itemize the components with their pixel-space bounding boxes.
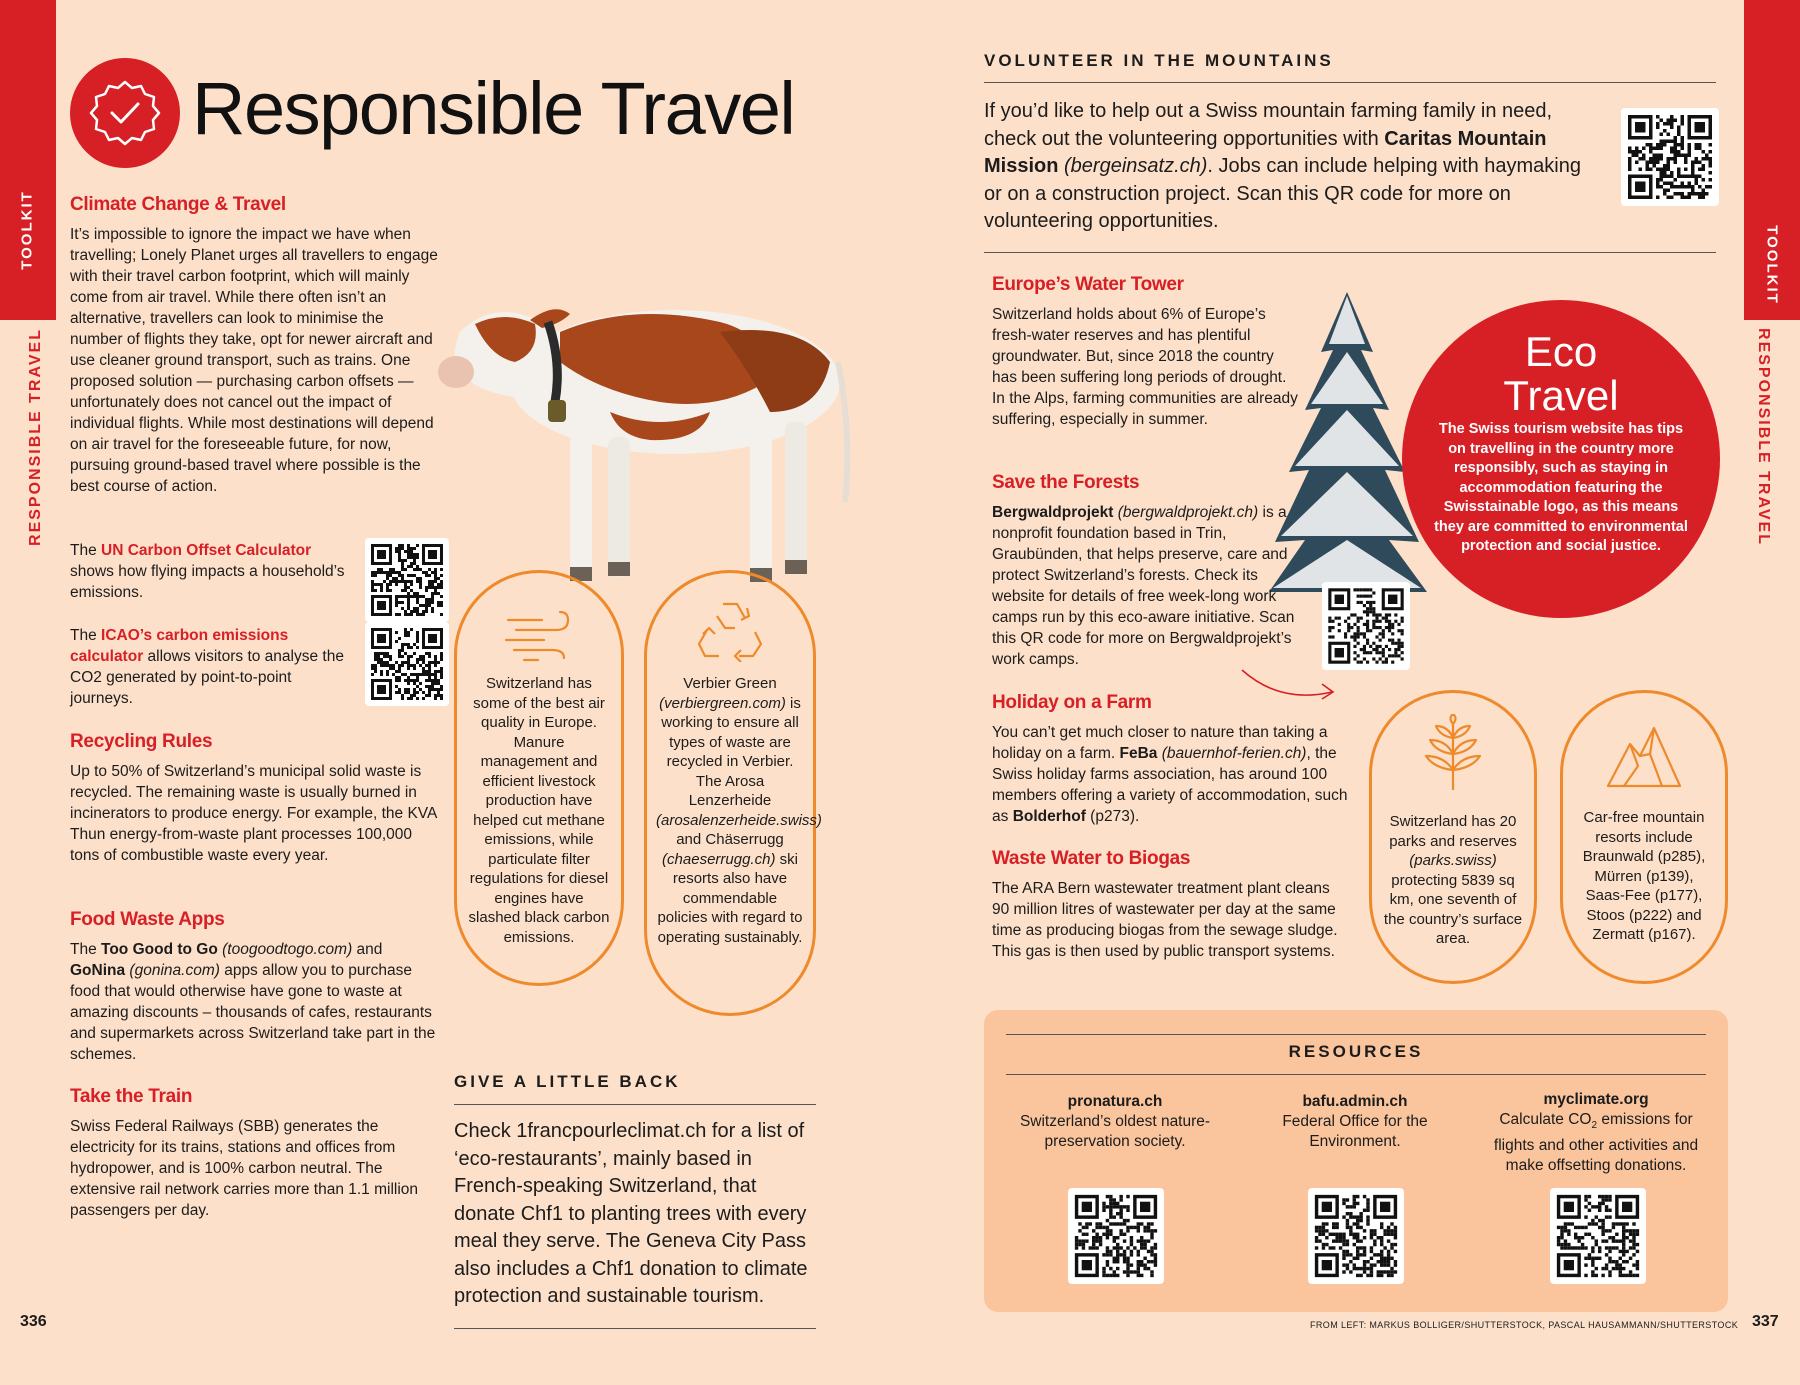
left-page-number: 336: [20, 1313, 47, 1330]
give-back-top-rule: [454, 1104, 816, 1105]
verbier-t2: is working to ensure all types of waste are recycled in Verbier. The Arosa Lenzerheide: [661, 694, 801, 809]
food-waste-heading: Food Waste Apps: [70, 909, 225, 930]
un-calculator-qr-code[interactable]: [365, 538, 449, 622]
bafu-desc: Federal Office for the Environment.: [1282, 1113, 1428, 1150]
volunteer-qr-code[interactable]: [1621, 108, 1719, 206]
water-body: Switzerland holds about 6% of Europe’s fresh-water reserves and has plentiful groundwater. But, since 2018 the country has been suffering long periods of drought. In the Alps, farming communities are already suffering, especially in summer.: [992, 306, 1298, 428]
verbier-t1: Verbier Green: [683, 675, 777, 692]
volunteer-t2: . Jobs can include helping with haymaking or on a construction project. Scan this QR code for more on volunteering opportunities.: [984, 155, 1581, 232]
icao-calculator-text: [70, 625, 350, 709]
resource-bafu: [1250, 1092, 1460, 1152]
train-body: Swiss Federal Railways (SBB) generates the electricity for its trains, stations and offices from hydropower, and is 100% carbon neutral. The extensive rail network carries more than 1.1 million passengers per day.: [70, 1118, 419, 1219]
climate-body: It’s impossible to ignore the impact we have when travelling; Lonely Planet urges all travellers to engage with their travel carbon footprint, which will mainly come from air travel. While there often isn’t an alternative, travellers can look to minimise the number of flights they take, opt for newer aircraft and use cleaner ground transport, such as trains. One proposed solution — purchasing carbon offsets — unfortunately does not cancel out the impact of individual flights. While most destinations will depend on air travel for the foreseeable future, for now, pursuing ground-based travel where possible is the best course of action.: [70, 226, 438, 495]
too-good-to-go-url[interactable]: (toogoodtogo.com): [217, 941, 353, 958]
left-toolkit-tab-label: TOOLKIT: [18, 190, 36, 270]
arrow-icon: [1240, 664, 1340, 709]
right-side-label: RESPONSIBLE TRAVEL: [1755, 328, 1772, 546]
checkmark-badge-icon: [70, 58, 180, 168]
un-calc-post: shows how flying impacts a household’s emissions.: [70, 563, 345, 601]
too-good-to-go: Too Good to Go: [101, 941, 218, 958]
resources-top-rule: [1006, 1034, 1706, 1035]
icao-calc-pre: The: [70, 627, 102, 644]
myclimate-desc-post: emissions for flights and other activities and make offsetting donations.: [1493, 1111, 1699, 1175]
myclimate-desc-pre: Calculate CO: [1499, 1111, 1592, 1128]
forests-body: [992, 502, 1312, 670]
gonina-url[interactable]: (gonina.com): [125, 962, 220, 979]
farm-t3: (p273).: [1085, 808, 1140, 825]
forests-heading: Save the Forests: [992, 472, 1140, 493]
give-back-body: Check 1francpourleclimat.ch for a list of ‘eco-restaurants’, mainly based in French-speaking Switzerland, that donate Chf1 to planting trees with every meal they serve. The Geneva City Pass also includes a Chf1 donation to climate protection and sustainable tourism.: [454, 1120, 808, 1307]
un-calculator-link[interactable]: UN Carbon Offset Calculator: [101, 542, 312, 559]
un-calculator-text: [70, 540, 350, 603]
left-side-label: RESPONSIBLE TRAVEL: [27, 328, 44, 546]
biogas-body: The ARA Bern wastewater treatment plant cleans 90 million litres of wastewater per day at the same time as producing biogas from the sewage sludge. This gas is then used by public transport systems.: [992, 880, 1338, 960]
caritas-url[interactable]: (bergeinsatz.ch): [1058, 155, 1208, 177]
bafu-name[interactable]: bafu.admin.ch: [1302, 1093, 1408, 1110]
car-free-text: Car-free mountain resorts include Braunwald (p285), Mürren (p139), Saas-Fee (p177), Stoos (p222) and Zermatt (p167).: [1582, 809, 1706, 943]
icao-calculator-link[interactable]: ICAO’s carbon emissions calculator: [70, 627, 289, 665]
feba-name: FeBa: [1119, 745, 1158, 762]
wind-icon: [502, 606, 582, 671]
un-calc-pre: The: [70, 542, 102, 559]
eco-travel-callout: [1402, 300, 1720, 618]
give-back-heading: GIVE A LITTLE BACK: [454, 1072, 681, 1091]
food-t3: apps allow you to purchase food that would otherwise have gone to waste at amazing discounts – thousands of cafes, restaurants and supermarkets across Switzerland take part in the schemes.: [70, 962, 436, 1063]
resources-mid-rule: [1006, 1074, 1706, 1075]
farm-heading: Holiday on a Farm: [992, 692, 1152, 713]
volunteer-heading: VOLUNTEER IN THE MOUNTAINS: [984, 51, 1334, 70]
chaeserrugg-url[interactable]: (chaeserrugg.ch): [662, 850, 776, 868]
food-waste-body: [70, 939, 440, 1065]
icao-calc-post: allows visitors to analyse the CO2 generated by point-to-point journeys.: [70, 648, 344, 707]
give-back-bottom-rule: [454, 1328, 816, 1329]
fern-leaf-icon: [1422, 714, 1484, 797]
myclimate-name[interactable]: myclimate.org: [1543, 1091, 1649, 1108]
feba-url[interactable]: (bauernhof-ferien.ch): [1157, 745, 1307, 762]
forests-body-text: is a nonprofit foundation based in Trin, Graubünden, that helps preserve, care and protect Switzerland’s forests. Check its website for details of free week-long work camps run by this eco-aware initiative. Scan this QR code for more on Bergwaldprojekt’s work camps.: [992, 504, 1295, 668]
pronatura-desc: Switzerland’s oldest nature-preservation society.: [1019, 1113, 1211, 1150]
farm-t1: You can’t get much closer to nature than taking a holiday on a farm.: [992, 724, 1328, 762]
farm-t2: , the Swiss holiday farms association, has around 100 members offering a variety of accommodation, such as: [992, 745, 1348, 825]
bergwaldprojekt-qr-code[interactable]: [1322, 582, 1410, 670]
myclimate-desc-sub: 2: [1591, 1120, 1598, 1132]
parks-t1: Switzerland has 20 parks and reserves: [1389, 813, 1517, 850]
bafu-qr-code[interactable]: [1308, 1188, 1404, 1284]
parks-url[interactable]: (parks.swiss): [1409, 852, 1497, 869]
bolderhof-name: Bolderhof: [1012, 808, 1086, 825]
right-page-number: 337: [1752, 1313, 1779, 1330]
volunteer-bottom-rule: [984, 252, 1716, 253]
parks-t2: protecting 5839 sq km, one seventh of the country’s surface area.: [1383, 871, 1523, 947]
recycling-heading: Recycling Rules: [70, 731, 213, 752]
volunteer-body: [984, 98, 1584, 236]
eco-title-line2: Travel: [1503, 372, 1619, 419]
farm-body: [992, 722, 1348, 827]
bergwaldprojekt-name: Bergwaldprojekt: [992, 504, 1114, 521]
resources-heading: RESOURCES: [1288, 1042, 1424, 1061]
train-heading: Take the Train: [70, 1086, 193, 1107]
photo-credit: FROM LEFT: MARKUS BOLLIGER/SHUTTERSTOCK, PASCAL HAUSAMMANN/SHUTTERSTOCK: [1310, 1320, 1739, 1330]
recycle-icon: [695, 598, 765, 667]
resource-myclimate: [1486, 1090, 1706, 1176]
gonina: GoNina: [70, 962, 126, 979]
page-title: Responsible Travel: [192, 67, 795, 150]
water-heading: Europe’s Water Tower: [992, 274, 1184, 295]
volunteer-t1: If you’d like to help out a Swiss mountain farming family in need, check out the volunteering opportunities with: [984, 100, 1553, 150]
icao-calculator-qr-code[interactable]: [365, 622, 449, 706]
parks-text: [1381, 812, 1525, 949]
verbier-green-text: [656, 674, 822, 947]
verbier-t3: and Chäserrugg: [676, 831, 784, 848]
biogas-heading: Waste Water to Biogas: [992, 848, 1191, 869]
resource-pronatura: [1010, 1092, 1220, 1152]
eco-body: The Swiss tourism website has tips on travelling in the country more responsibly, such as staying in accommodation featuring the Swisstainable logo, as this means they are committed to environmental protection and social justice.: [1434, 421, 1688, 554]
eco-title-line1: Eco: [1524, 328, 1598, 375]
bergwaldprojekt-url[interactable]: (bergwaldprojekt.ch): [1113, 504, 1259, 521]
left-toolkit-tab: [0, 0, 56, 320]
cow-photo: [420, 262, 880, 592]
verbier-url[interactable]: (verbiergreen.com): [659, 694, 786, 712]
air-quality-text: Switzerland has some of the best air quality in Europe. Manure management and efficient livestock production have helped cut methane emissions, while particulate filter regulations for diesel engines have slashed black carbon emissions.: [468, 675, 610, 946]
pronatura-qr-code[interactable]: [1068, 1188, 1164, 1284]
verbier-t4: ski resorts also have commendable policies with regard to operating sustainably.: [657, 850, 803, 946]
mountain-icon: [1604, 726, 1684, 795]
myclimate-qr-code[interactable]: [1550, 1188, 1646, 1284]
recycling-body: Up to 50% of Switzerland’s municipal solid waste is recycled. The remaining waste is usually burned in incinerators to produce energy. For example, the KVA Thun energy-from-waste plant processes 100,000 tons of combustible waste every year.: [70, 763, 437, 864]
volunteer-top-rule: [984, 82, 1716, 83]
caritas-name: Caritas Mountain Mission: [984, 127, 1547, 177]
food-t1: The: [70, 941, 102, 958]
food-t2: and: [352, 941, 383, 958]
pronatura-name[interactable]: pronatura.ch: [1067, 1093, 1163, 1110]
right-toolkit-tab-label: TOOLKIT: [1763, 225, 1781, 305]
climate-heading: Climate Change & Travel: [70, 194, 286, 215]
arosa-url[interactable]: (arosalenzerheide.swiss): [656, 811, 822, 829]
